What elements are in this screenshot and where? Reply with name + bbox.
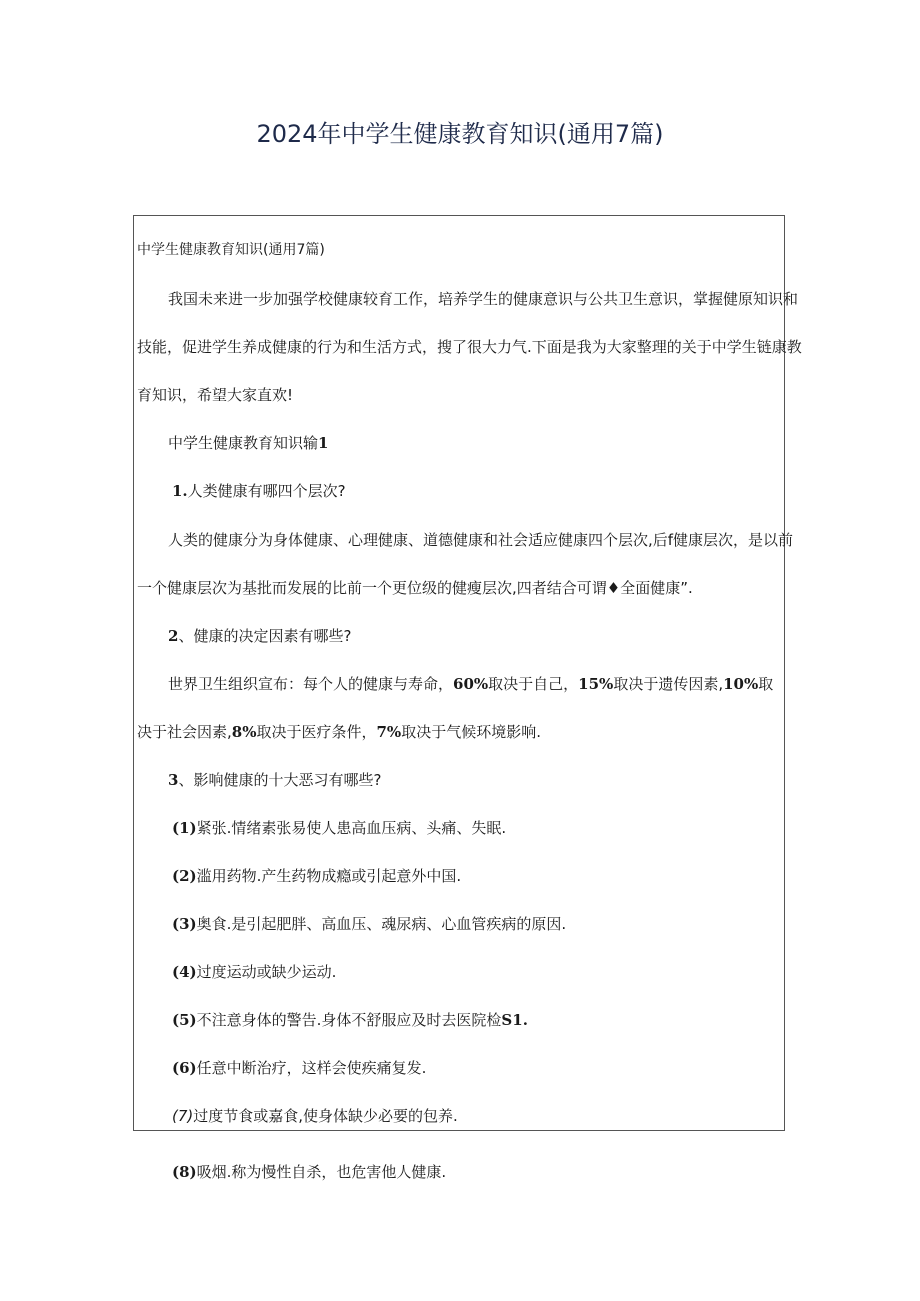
answer-2-percent: 8% — [231, 723, 257, 741]
habit-item-1 — [172, 818, 506, 838]
habit-text: 滥用药物.产生药物成瘾或引起意外中国. — [196, 867, 462, 885]
subtitle: 中学生健康教育知识(通用7篇) — [137, 242, 325, 258]
section-heading — [168, 433, 328, 453]
question-2 — [168, 626, 351, 646]
answer-2-line-1 — [168, 674, 773, 694]
question-2-number: 2 — [168, 627, 179, 645]
question-3-number: 3 — [168, 771, 179, 789]
question-1 — [172, 481, 346, 501]
habit-item-4 — [172, 962, 336, 982]
habit-item-6 — [172, 1058, 426, 1078]
habit-text: 奥食.是引起肥胖、高血压、魂尿病、心血管疾病的原因. — [196, 915, 567, 933]
answer-2-text: 决于社会因素, — [137, 723, 232, 741]
section-heading-label: 中学生健康教育知识输 — [168, 434, 319, 452]
habit-text: 任意中断治疗，这样会使疾痛复发. — [196, 1059, 427, 1077]
habit-number: (3) — [172, 915, 197, 933]
answer-2-line-2 — [137, 722, 541, 742]
answer-2-text: 取决于遗传因素, — [613, 675, 724, 693]
habit-item-8 — [172, 1162, 446, 1182]
intro-line-2: 技能，促进学生养成健康的行为和生活方式，搜了很大力气.下面是我为大家整理的关于中学生链康教 — [137, 338, 802, 356]
answer-2-percent: 15% — [578, 675, 614, 693]
answer-2-text: 取决于医疗条件， — [256, 723, 377, 741]
answer-2-text: 取 — [758, 675, 774, 693]
answer-1-line-2: 一个健康层次为基批而发展的比前一个更位级的健瘦层次,四者结合可谓♦全面健康”. — [137, 579, 693, 597]
habit-number: (2) — [172, 867, 197, 885]
answer-2-text: 世界卫生组织宣布：每个人的健康与寿命， — [168, 675, 454, 693]
question-3 — [168, 770, 381, 790]
question-3-text: 、影响健康的十大恶习有哪些? — [178, 771, 382, 789]
answer-2-percent: 10% — [723, 675, 759, 693]
habit-text: 吸烟.称为慢性自杀，也危害他人健康. — [196, 1163, 447, 1181]
habit-number: (4) — [172, 963, 197, 981]
habit-number: (8) — [172, 1163, 197, 1181]
habit-item-2 — [172, 866, 461, 886]
habit-number: (7) — [172, 1107, 194, 1125]
habit-number: (5) — [172, 1011, 197, 1029]
section-heading-number: 1 — [318, 434, 329, 452]
answer-2-percent: 60% — [453, 675, 489, 693]
answer-2-text: 取决于自己， — [488, 675, 579, 693]
habit-item-7 — [172, 1106, 458, 1126]
question-1-number: 1. — [172, 482, 188, 500]
answer-1-line-1: 人类的健康分为身体健康、心理健康、道德健康和社会适应健康四个层次,后f健康层次，是以前 — [168, 531, 794, 549]
habit-item-3 — [172, 914, 566, 934]
habit-text: 过度节食或嘉食,使身体缺少必要的包养. — [193, 1107, 458, 1125]
habit-tail: S1. — [501, 1011, 528, 1029]
intro-line-3: 育知识，希望大家直欢! — [137, 386, 294, 404]
question-2-text: 、健康的决定因素有哪些? — [178, 627, 352, 645]
habit-number: (6) — [172, 1059, 197, 1077]
page-title: 2024年中学生健康教育知识(通用7篇) — [256, 120, 664, 148]
question-1-text: 人类健康有哪四个层次? — [187, 482, 346, 500]
habit-text: 紧张.情绪素张易使人患高血压病、头痛、失眠. — [196, 819, 507, 837]
habit-item-5 — [172, 1010, 528, 1030]
habit-text: 不注意身体的警告.身体不舒服应及时去医院检 — [196, 1011, 502, 1029]
habit-text: 过度运动或缺少运动. — [196, 963, 337, 981]
answer-2-text: 取决于气候环境影响. — [401, 723, 541, 741]
intro-line-1: 我国未来进一步加强学校健康较育工作，培养学生的健康意识与公共卫生意识，掌握健原知识和 — [168, 290, 799, 308]
habit-number: (1) — [172, 819, 197, 837]
answer-2-percent: 7% — [376, 723, 402, 741]
